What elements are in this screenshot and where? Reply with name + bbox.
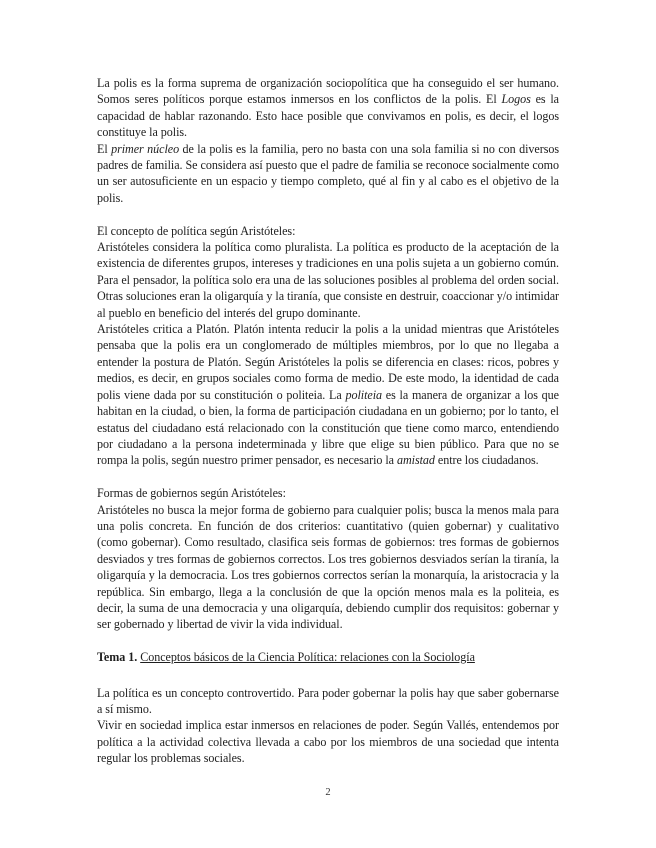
page-number: 2 bbox=[325, 787, 331, 798]
politeia-term: politeia bbox=[345, 387, 383, 402]
logos-term: Logos bbox=[501, 92, 531, 107]
paragraph-pluralista: Aristóteles considera la política como pluralista. La política es producto de la aceptación de la existencia de diferentes grupos, intereses y tradiciones en una polis sujeta a un gobierno común. Para el pensador, la política solo era una de las soluciones posibles al problema del orden social. Otras soluciones eran la oligarquía y la tiranía, que consiste en destruir, coaccionar y/o intimidar al pueblo en beneficio del interés del grupo dominante. bbox=[97, 240, 559, 320]
heading-formas-gobierno: Formas de gobiernos según Aristóteles: bbox=[97, 486, 286, 501]
heading-concepto-politica: El concepto de política según Aristóteles: bbox=[97, 223, 296, 238]
tema-title: Conceptos básicos de la Ciencia Política: relaciones con la Sociología bbox=[140, 650, 475, 665]
document-body bbox=[97, 75, 559, 767]
paragraph-critica-platon: Aristóteles critica a Platón. Platón intenta reducir la polis a la unidad mientras que Aristóteles pensaba que la polis era un conglomerado de múltiples miembros, por lo que no llegaba a entender la postura de Platón. Según Aristóteles la polis se diferencia en clases: ricos, pobres y medios, es decir, en grupos sociales como forma de medio. De este modo, la identidad de cada polis viene dada por su constitución o politeia. La politeia es la manera de organizar a los que habitan en la ciudad, o bien, la forma de participación ciudadana en un gobierno; por lo tanto, el estatus del ciudadano está relacionado con la constitución que tiene como marco, entendiendo por ciudadano a la persona indeterminada y libre que elige su bien público. Para que no se rompa la polis, según nuestro primer pensador, es necesario la amistad entre los ciudadanos. bbox=[97, 322, 559, 468]
primer-nucleo-term: primer núcleo bbox=[111, 141, 180, 156]
amistad-term: amistad bbox=[396, 453, 435, 468]
paragraph-primer-nucleo: El primer núcleo de la polis es la familia, pero no basta con una sola familia si no con diversos padres de familia. Se considera así puesto que el padre de familia se reconoce socialmente como un ser autosuficiente en un espacio y tiempo completo, qué al fin y al cabo es el objetivo de la polis. bbox=[97, 141, 560, 205]
paragraph-polis: La polis es la forma suprema de organización sociopolítica que ha conseguido el ser humano. Somos seres políticos porque estamos inmersos en los conflictos de la polis. El Logos es la capacidad de hablar razonando. Esto hace posible que convivamos en polis, es decir, el logos constituye la polis. bbox=[97, 76, 559, 140]
paragraph-politica-controvertido: La política es un concepto controvertido. Para poder gobernar la polis hay que saber gobernarse a sí mismo. bbox=[97, 685, 559, 716]
tema-label: Tema 1. bbox=[97, 650, 138, 665]
section-heading-tema-1 bbox=[97, 649, 559, 665]
paragraph-relaciones-poder: Vivir en sociedad implica estar inmersos en relaciones de poder. Según Vallés, entendemos por política a la actividad colectiva llevada a cabo por los miembros de una sociedad que intenta regular los problemas sociales. bbox=[97, 718, 559, 766]
paragraph-formas-gobierno: Aristóteles no busca la mejor forma de gobierno para cualquier polis; busca la menos mala para una polis concreta. En función de dos criterios: cuantitativo (quien gobernar) y cualitativo (como gobernar). Como resultado, clasifica seis formas de gobiernos: tres formas de gobiernos desviados y tres formas de gobiernos correctos. Los tres gobiernos desviados serían la tiranía, la oligarquía y la democracia. Los tres gobiernos correctos serían la monarquía, la aristocracia y la república. Sin embargo, llega a la conclusión de que la opción menos mala es la politeia, es decir, la suma de una democracia y una oligarquía, debiendo cumplir dos requisitos: gobernar y ser gobernado y libertad de vivir la vida individual. bbox=[97, 502, 559, 632]
